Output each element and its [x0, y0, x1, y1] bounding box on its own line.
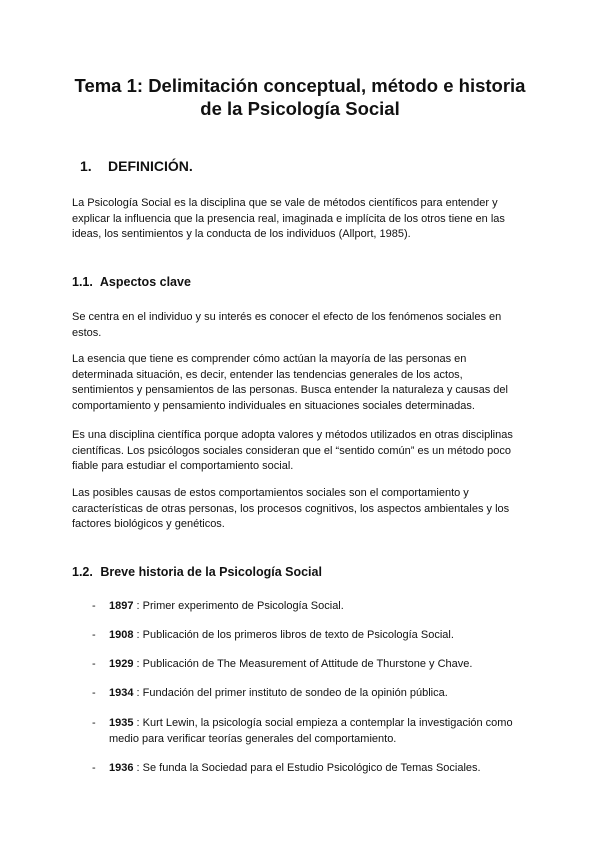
timeline-text: : Se funda la Sociedad para el Estudio Psicológico de Temas Sociales.	[136, 762, 481, 774]
timeline-year: 1935	[109, 717, 134, 729]
timeline-year: 1936	[109, 762, 134, 774]
title-line-1: Tema 1: Delimitación conceptual, método e historia	[74, 75, 526, 96]
timeline-item	[92, 657, 532, 673]
paragraph-aspectos-3: Es una disciplina científica porque adopta valores y métodos utilizados en otras disciplinas científicas. Los psicólogos sociales consideran que el “sentido común” es un método poco fiable para estudiar el comportamiento social.	[72, 429, 513, 472]
paragraph-aspectos-2: La esencia que tiene es comprender cómo actúan la mayoría de las personas en determinada situación, es decir, entender las tendencias generales de los actos, sentimientos y pensamientos de las personas. Busca entender la naturaleza y causas del comportamiento y pensamiento individuales en situaciones sociales determinadas.	[72, 353, 508, 412]
timeline-text: : Fundación del primer instituto de sondeo de la opinión pública.	[136, 687, 448, 699]
subsection-number: 1.2.	[72, 565, 93, 579]
timeline-year: 1908	[109, 629, 134, 641]
bullet-dash: -	[92, 717, 96, 729]
page-title	[0, 74, 600, 120]
timeline-text: : Publicación de The Measurement of Attitude de Thurstone y Chave.	[136, 658, 473, 670]
timeline-year: 1929	[109, 658, 134, 670]
timeline-text: : Kurt Lewin, la psicología social empieza a contemplar la investigación como medio para verificar teorías generales del comportamiento.	[109, 717, 513, 745]
subsection-heading-aspectos-clave	[72, 274, 191, 290]
timeline-item	[92, 628, 532, 644]
subsection-heading-text: Breve historia de la Psicología Social	[100, 565, 322, 579]
timeline-item	[92, 686, 532, 702]
paragraph-aspectos-1: Se centra en el individuo y su interés es conocer el efecto de los fenómenos sociales en estos.	[72, 311, 502, 339]
timeline-text: : Publicación de los primeros libros de texto de Psicología Social.	[136, 629, 454, 641]
paragraph-aspectos-4: Las posibles causas de estos comportamientos sociales son el comportamiento y características de otras personas, los procesos cognitivos, los aspectos ambientales y los factores biológicos y genéticos.	[72, 487, 510, 530]
subsection-heading-breve-historia	[72, 564, 322, 580]
bullet-dash: -	[92, 658, 96, 670]
section-heading-definicion	[80, 157, 193, 175]
bullet-dash: -	[92, 629, 96, 641]
bullet-dash: -	[92, 600, 96, 612]
subsection-number: 1.1.	[72, 275, 93, 289]
section-heading-text: DEFINICIÓN.	[108, 158, 193, 174]
definition-paragraph: La Psicología Social es la disciplina que se vale de métodos científicos para entender y explicar la influencia que la presencia real, imaginada e implícita de los otros tiene en las ideas, los sentimientos y la conducta de los individuos (Allport, 1985).	[72, 197, 505, 240]
bullet-dash: -	[92, 687, 96, 699]
title-line-2: de la Psicología Social	[200, 98, 400, 119]
timeline-year: 1934	[109, 687, 134, 699]
timeline-item	[92, 761, 532, 777]
timeline-text: : Primer experimento de Psicología Social.	[136, 600, 344, 612]
bullet-dash: -	[92, 762, 96, 774]
timeline-item	[92, 599, 532, 615]
timeline-year: 1897	[109, 600, 134, 612]
subsection-heading-text: Aspectos clave	[99, 275, 191, 289]
timeline-item	[92, 716, 532, 747]
section-number: 1.	[80, 158, 92, 174]
